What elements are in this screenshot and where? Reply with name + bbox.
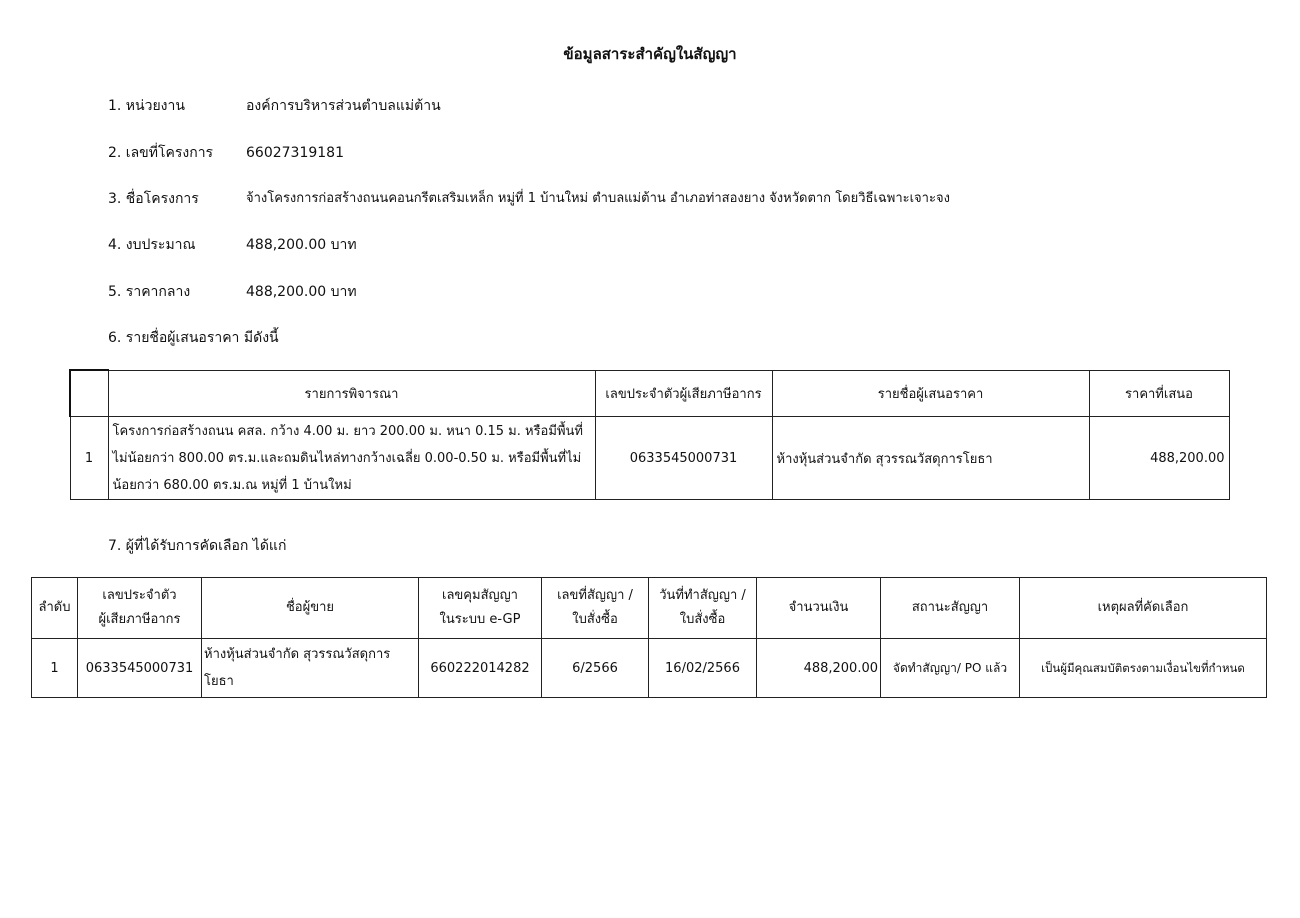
- section-selected-heading: 7. ผู้ที่ได้รับการคัดเลือก ได้แก่: [108, 538, 287, 554]
- field-median-price-value: 488,200.00 บาท: [246, 284, 357, 300]
- selected-table: [31, 577, 1267, 698]
- selected-header-contract-no-line2: ใบสั่งซื้อ: [572, 612, 618, 627]
- bidder-item: โครงการก่อสร้างถนน คสล. กว้าง 4.00 ม. ยาว 200.00 ม. หนา 0.15 ม. หรือมีพื้นที่ไม่น้อยกว่า 800.00 ตร.ม.และถมดินไหล่ทางกว้างเฉลี่ย 0.00-0.50 ม. หรือมีพื้นที่ไม่น้อยกว่า 680.00 ตร.ม.ณ หมู่ที่ 1 บ้านใหม่: [108, 417, 595, 500]
- bidders-header-bidder: รายชื่อผู้เสนอราคา: [772, 370, 1089, 417]
- selected-date: 16/02/2566: [649, 639, 757, 698]
- selected-header-contract-no: [542, 578, 649, 639]
- selected-header-amount: จำนวนเงิน: [757, 578, 881, 639]
- field-project-name-value: จ้างโครงการก่อสร้างถนนคอนกรีตเสริมเหล็ก หมู่ที่ 1 บ้านใหม่ ตำบลแม่ต้าน อำเภอท่าสองยาง จังหวัดตาก โดยวิธีเฉพาะเจาะจง: [246, 191, 950, 206]
- selected-header-control-line1: เลขคุมสัญญา: [442, 588, 518, 603]
- bidders-header-item: รายการพิจารณา: [108, 370, 595, 417]
- selected-contract-no: 6/2566: [542, 639, 649, 698]
- selected-header-reason: เหตุผลที่คัดเลือก: [1020, 578, 1267, 639]
- section-bidders-heading: 6. รายชื่อผู้เสนอราคา มีดังนี้: [108, 330, 279, 346]
- field-project-number-label: 2. เลขที่โครงการ: [108, 145, 214, 161]
- field-project-number-value: 66027319181: [246, 145, 344, 161]
- selected-amount: 488,200.00: [757, 639, 881, 698]
- bidders-header-tax-id: เลขประจำตัวผู้เสียภาษีอากร: [595, 370, 772, 417]
- field-agency-value: องค์การบริหารส่วนตำบลแม่ต้าน: [246, 98, 441, 114]
- bidders-header-row: [70, 370, 1229, 417]
- selected-header-status: สถานะสัญญา: [881, 578, 1020, 639]
- field-project-name-label: 3. ชื่อโครงการ: [108, 191, 199, 207]
- document-title: ข้อมูลสาระสำคัญในสัญญา: [563, 45, 737, 63]
- selected-tax-id: 0633545000731: [78, 639, 202, 698]
- selected-header-tax-id: [78, 578, 202, 639]
- bidders-header-no: [70, 370, 108, 417]
- bidders-table: [69, 369, 1230, 500]
- field-agency-label: 1. หน่วยงาน: [108, 98, 185, 114]
- selected-header-tax-id-line2: ผู้เสียภาษีอากร: [98, 612, 181, 627]
- selected-header-date: [649, 578, 757, 639]
- bidder-name: ห้างหุ้นส่วนจำกัด สุวรรณวัสดุการโยธา: [772, 417, 1089, 500]
- field-median-price-label: 5. ราคากลาง: [108, 284, 191, 300]
- selected-header-no: ลำดับ: [32, 578, 78, 639]
- field-budget-label: 4. งบประมาณ: [108, 237, 196, 253]
- bidder-no: 1: [70, 417, 108, 500]
- selected-reason: เป็นผู้มีคุณสมบัติตรงตามเงื่อนไขที่กำหนด: [1020, 639, 1267, 698]
- table-row: [32, 639, 1267, 698]
- selected-header-row: [32, 578, 1267, 639]
- selected-header-contract-no-line1: เลขที่สัญญา /: [557, 588, 633, 603]
- bidders-header-price: ราคาที่เสนอ: [1089, 370, 1229, 417]
- selected-status: จัดทำสัญญา/ PO แล้ว: [881, 639, 1020, 698]
- table-row: [70, 417, 1229, 500]
- selected-no: 1: [32, 639, 78, 698]
- selected-header-tax-id-line1: เลขประจำตัว: [102, 588, 177, 603]
- selected-control-no: 660222014282: [419, 639, 542, 698]
- selected-header-control-line2: ในระบบ e-GP: [439, 612, 521, 627]
- field-budget-value: 488,200.00 บาท: [246, 237, 357, 253]
- selected-header-date-line2: ใบสั่งซื้อ: [679, 612, 726, 627]
- selected-header-control: [419, 578, 542, 639]
- bidder-price: 488,200.00: [1089, 417, 1229, 500]
- selected-header-date-line1: วันที่ทำสัญญา /: [659, 588, 746, 603]
- selected-seller: ห้างหุ้นส่วนจำกัด สุวรรณวัสดุการโยธา: [202, 639, 419, 698]
- bidder-tax-id: 0633545000731: [595, 417, 772, 500]
- selected-header-seller: ชื่อผู้ขาย: [202, 578, 419, 639]
